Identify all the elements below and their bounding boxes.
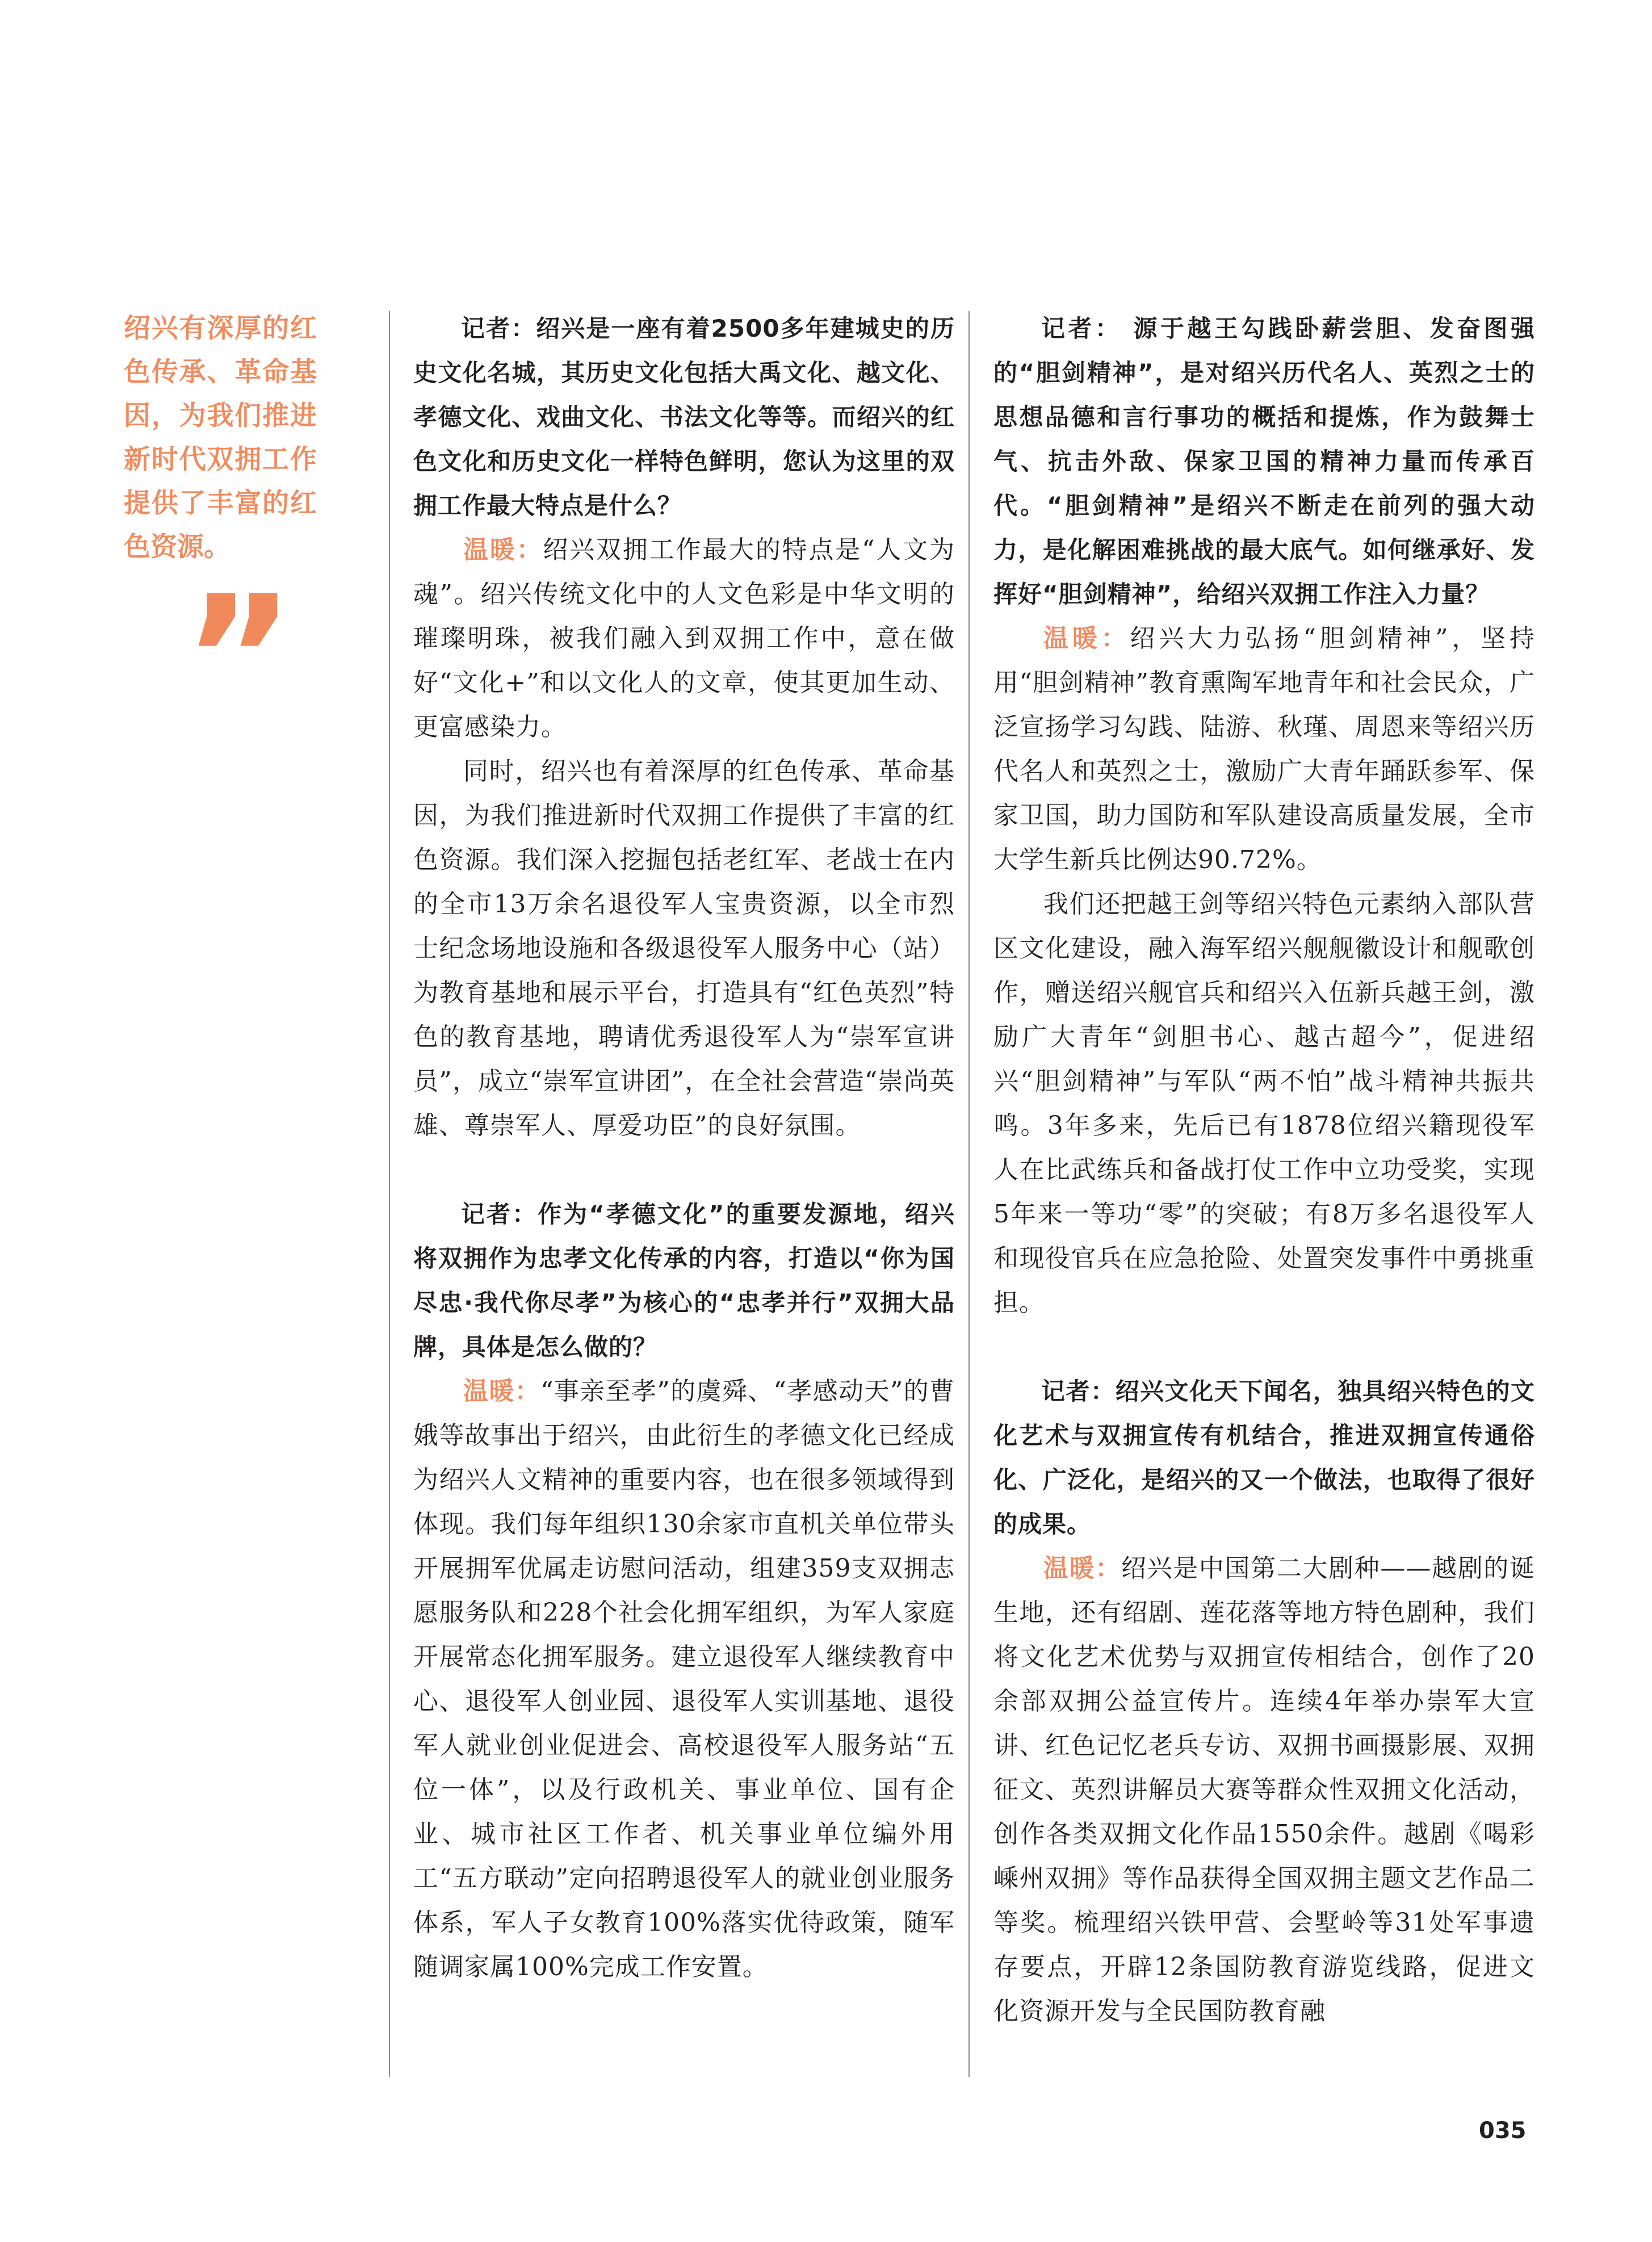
- speaker-reporter: 记者：: [461, 1200, 538, 1228]
- interview-question: [993, 1369, 1535, 1547]
- answer-text: 绍兴是中国第二大剧种——越剧的诞生地，还有绍剧、莲花落等地方特色剧种，我们将文化艺术优势与双拥宣传相结合，创作了20余部双拥公益宣传片。连续4年举办崇军大宣讲、红色记忆老兵专访、双拥书画摄影展、双拥征文、英烈讲解员大赛等群众性双拥文化活动，创作各类双拥文化作品1550余件。越剧《喝彩嵊州双拥》等作品获得全国双拥主题文艺作品二等奖。梳理绍兴铁甲营、会墅岭等31处军事遗存要点，开辟12条国防教育游览线路，促进文化资源开发与全民国防教育融: [993, 1554, 1536, 2026]
- column-divider-right: [968, 311, 970, 2077]
- interview-question: [413, 1192, 955, 1369]
- speaker-answer: 温暖：: [1043, 624, 1130, 653]
- answer-text: 绍兴双拥工作最大的特点是“人文为魂”。绍兴传统文化中的人文色彩是中华文明的璀璨明珠，被我们融入到双拥工作中，意在做好“文化+”和以文化人的文章，使其更加生动、更富感染力。: [413, 535, 955, 741]
- speaker-reporter: 记者：: [1041, 1377, 1116, 1405]
- column-divider-left: [389, 311, 390, 2077]
- speaker-reporter: 记者：: [1041, 315, 1122, 342]
- question-text: 绍兴文化天下闻名，独具绍兴特色的文化艺术与双拥宣传有机结合，推进双拥宣传通俗化、广泛化，是绍兴的又一个做法，也取得了很好的成果。: [993, 1377, 1535, 1538]
- question-text: 作为“孝德文化”的重要发源地，绍兴将双拥作为忠孝文化传承的内容，打造以“你为国尽忠·我代你尽孝”为核心的“忠孝并行”双拥大品牌，具体是怎么做的？: [413, 1200, 955, 1361]
- article-column-1: [413, 307, 955, 1989]
- speaker-reporter: 记者：: [461, 315, 536, 342]
- body-paragraph: 同时，绍兴也有着深厚的红色传承、革命基因，为我们推进新时代双拥工作提供了丰富的红色资源。我们深入挖掘包括老红军、老战士在内的全市13万余名退役军人宝贵资源，以全市烈士纪念场地设施和各级退役军人服务中心（站）为教育基地和展示平台，打造具有“红色英烈”特色的教育基地，聘请优秀退役军人为“崇军宣讲员”，成立“崇军宣讲团”，在全社会营造“崇尚英雄、尊崇军人、厚爱功臣”的良好氛围。: [413, 757, 955, 1140]
- page-number: 035: [1479, 2118, 1527, 2144]
- interview-answer: [993, 617, 1535, 882]
- question-text: 源于越王勾践卧薪尝胆、发奋图强的“胆剑精神”，是对绍兴历代名人、英烈之士的思想品德和言行事功的概括和提炼，作为鼓舞士气、抗击外敌、保家卫国的精神力量而传承百代。“胆剑精神”是绍兴不断走在前列的强大动力，是化解困难挑战的最大底气。如何继承好、发挥好“胆剑精神”，给绍兴双拥工作注入力量？: [993, 315, 1535, 608]
- speaker-answer: 温暖：: [1043, 1554, 1121, 1583]
- pull-quote: 绍兴有深厚的红色传承、革命基因，为我们推进新时代双拥工作提供了丰富的红色资源。: [124, 313, 317, 563]
- answer-text: “事亲至孝”的虞舜、“孝感动天”的曹娥等故事出于绍兴，由此衍生的孝德文化已经成为绍兴人文精神的重要内容，也在很多领域得到体现。我们每年组织130余家市直机关单位带头开展拥军优属走访慰问活动，组建359支双拥志愿服务队和228个社会化拥军组织，为军人家庭开展常态化拥军服务。建立退役军人继续教育中心、退役军人创业园、退役军人实训基地、退役军人就业创业促进会、高校退役军人服务站“五位一体”，以及行政机关、事业单位、国有企业、城市社区工作者、机关事业单位编外用工“五方联动”定向招聘退役军人的就业创业服务体系，军人子女教育100%落实优待政策，随军随调家属100%完成工作安置。: [413, 1377, 955, 1981]
- answer-text: 绍兴大力弘扬“胆剑精神”，坚持用“胆剑精神”教育熏陶军地青年和社会民众，广泛宣扬学习勾践、陆游、秋瑾、周恩来等绍兴历代名人和英烈之士，激励广大青年踊跃参军、保家卫国，助力国防和军队建设高质量发展，全市大学生新兵比例达90.72%。: [993, 624, 1536, 874]
- article-column-2: [993, 307, 1535, 2034]
- speaker-answer: 温暖：: [463, 1377, 541, 1406]
- body-paragraph: 我们还把越王剑等绍兴特色元素纳入部队营区文化建设，融入海军绍兴舰舰徽设计和舰歌创作，赠送绍兴舰官兵和绍兴入伍新兵越王剑，激励广大青年“剑胆书心、越古超今”，促进绍兴“胆剑精神”与军队“两不怕”战斗精神共振共鸣。3年多来，先后已有1878位绍兴籍现役军人在比武练兵和备战打仗工作中立功受奖，实现5年来一等功“零”的突破；有8万多名退役军人和现役官兵在应急抢险、处置突发事件中勇挑重担。: [993, 890, 1535, 1317]
- interview-answer: [413, 1369, 955, 1989]
- interview-question: [413, 307, 955, 528]
- question-text: 绍兴是一座有着2500多年建城史的历史文化名城，其历史文化包括大禹文化、越文化、孝德文化、戏曲文化、书法文化等等。而绍兴的红色文化和历史文化一样特色鲜明，您认为这里的双拥工作最大特点是什么？: [413, 315, 955, 519]
- interview-question: [993, 307, 1535, 617]
- quote-mark-icon: ”: [183, 559, 295, 757]
- interview-answer: [413, 528, 955, 749]
- interview-answer: [993, 1547, 1535, 2034]
- speaker-answer: 温暖：: [463, 535, 543, 564]
